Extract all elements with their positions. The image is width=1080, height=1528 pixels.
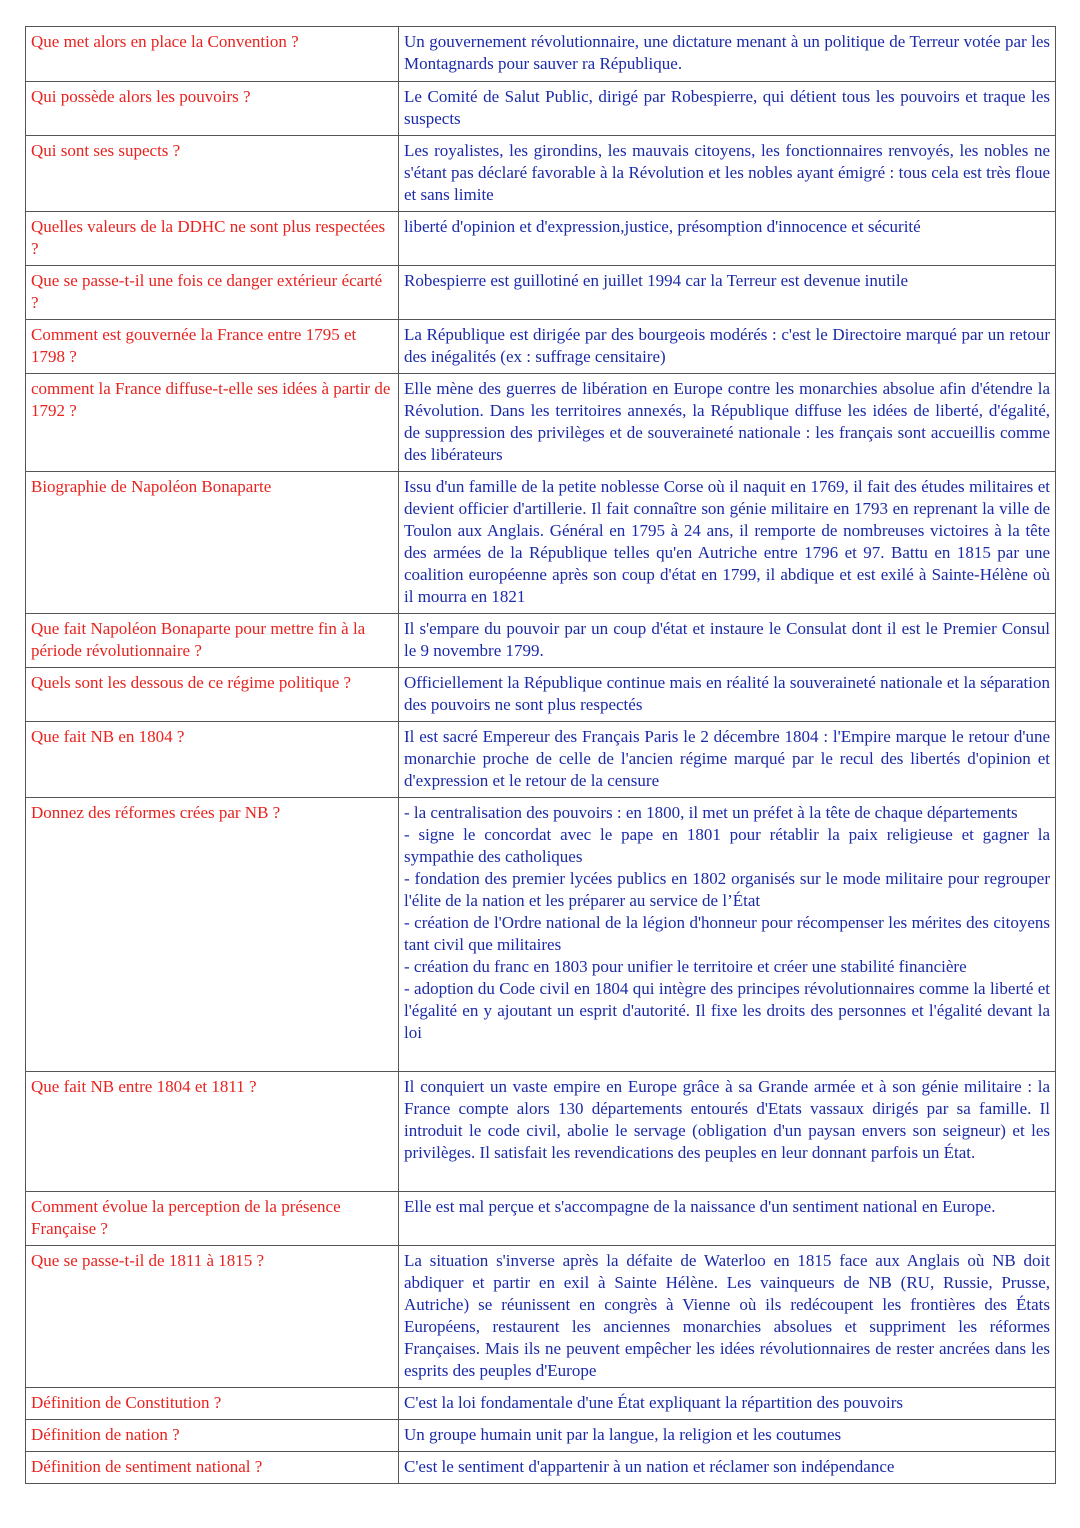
answer-line: Il s'empare du pouvoir par un coup d'état et instaure le Consulat dont il est le Premier Consul le 9 novembre 1799. (404, 619, 1050, 660)
table-row (26, 472, 1056, 614)
table-row (26, 82, 1056, 136)
table-row (26, 27, 1056, 82)
question-cell: Que se passe-t-il une fois ce danger extérieur écarté ? (26, 266, 399, 320)
question-cell: Définition de sentiment national ? (26, 1452, 399, 1484)
answer-line: - signe le concordat avec le pape en 1801 pour rétablir la paix religieuse et gagner la sympathie des catholiques (404, 825, 1050, 866)
question-cell: Qui possède alors les pouvoirs ? (26, 82, 399, 136)
answer-line: C'est la loi fondamentale d'une État expliquant la répartition des pouvoirs (404, 1393, 903, 1412)
question-cell: Définition de Constitution ? (26, 1388, 399, 1420)
qa-table (25, 26, 1056, 1484)
table-row (26, 1452, 1056, 1484)
table-row (26, 1388, 1056, 1420)
question-cell: Comment est gouvernée la France entre 1795 et 1798 ? (26, 320, 399, 374)
answer-cell (399, 374, 1056, 472)
table-row (26, 320, 1056, 374)
answer-cell (399, 1388, 1056, 1420)
answer-cell (399, 27, 1056, 82)
answer-line: - création du franc en 1803 pour unifier le territoire et créer une stabilité financière (404, 957, 967, 976)
answer-line: - adoption du Code civil en 1804 qui intègre des principes révolutionnaires comme la liberté et l'égalité en y ajoutant un esprit d'autorité. Il fixe les droits des personnes et l'égalité devant la loi (404, 979, 1050, 1042)
answer-line: C'est le sentiment d'appartenir à un nation et réclamer son indépendance (404, 1457, 895, 1476)
question-cell: Quelles valeurs de la DDHC ne sont plus respectées ? (26, 212, 399, 266)
question-cell: Définition de nation ? (26, 1420, 399, 1452)
table-row (26, 374, 1056, 472)
table-row (26, 668, 1056, 722)
answer-cell (399, 722, 1056, 798)
answer-line: La République est dirigée par des bourgeois modérés : c'est le Directoire marqué par un retour des inégalités (ex : suffrage censitaire) (404, 325, 1050, 366)
question-cell: Que fait NB en 1804 ? (26, 722, 399, 798)
table-row (26, 798, 1056, 1072)
answer-line: Issu d'un famille de la petite noblesse Corse où il naquit en 1769, il fait des études militaires et devient officier d'artillerie. Il fait connaître son génie militaire en 1793 en reprenant la ville de Toulon aux Anglais. Général en 1795 à 24 ans, il remporte de nombreuses victoires à la tête des armées de la République telles qu'en Autriche entre 1796 et 97. Battu en 1815 par une coalition européenne après son coup d'état en 1799, il abdique et est exilé à Sainte-Hélène où il mourra en 1821 (404, 477, 1050, 606)
table-row (26, 212, 1056, 266)
question-cell: Biographie de Napoléon Bonaparte (26, 472, 399, 614)
question-cell: Que met alors en place la Convention ? (26, 27, 399, 82)
answer-line: Il est sacré Empereur des Français Paris le 2 décembre 1804 : l'Empire marque le retour d'une monarchie proche de celle de l'ancien régime marqué par le recul des libertés d'opinion et d'expression et le retour de la censure (404, 727, 1050, 790)
question-cell: Que fait NB entre 1804 et 1811 ? (26, 1072, 399, 1192)
answer-cell (399, 1246, 1056, 1388)
answer-cell (399, 668, 1056, 722)
answer-cell (399, 136, 1056, 212)
table-row (26, 1072, 1056, 1192)
answer-cell (399, 1192, 1056, 1246)
answer-line: liberté d'opinion et d'expression,justice, présomption d'innocence et sécurité (404, 217, 921, 236)
question-cell: Qui sont ses supects ? (26, 136, 399, 212)
table-row (26, 1420, 1056, 1452)
answer-line: Il conquiert un vaste empire en Europe grâce à sa Grande armée et à son génie militaire : la France compte alors 130 départements entourés d'Etats vassaux dirigés par sa famille. Il introduit le code civil, abolie le servage (obligation d'un paysan envers son seigneur) et les privilèges. Il satisfait les revendications des peuples en leur donnant parfois un État. (404, 1077, 1050, 1162)
answer-line: Le Comité de Salut Public, dirigé par Robespierre, qui détient tous les pouvoirs et traque les suspects (404, 87, 1050, 128)
answer-cell (399, 1420, 1056, 1452)
answer-line: Un gouvernement révolutionnaire, une dictature menant à un politique de Terreur votée par les Montagnards pour sauver ra République. (404, 32, 1050, 73)
answer-cell (399, 212, 1056, 266)
answer-cell (399, 82, 1056, 136)
answer-cell (399, 472, 1056, 614)
question-cell: Comment évolue la perception de la présence Française ? (26, 1192, 399, 1246)
answer-line: Elle est mal perçue et s'accompagne de la naissance d'un sentiment national en Europe. (404, 1197, 996, 1216)
answer-line: Les royalistes, les girondins, les mauvais citoyens, les fonctionnaires renvoyés, les nobles ne s'étant pas déclaré favorable à la Révolution et les nobles ayant émigré : tous cela est très floue et sans limite (404, 141, 1050, 204)
answer-cell (399, 798, 1056, 1072)
answer-cell (399, 614, 1056, 668)
answer-line: Officiellement la République continue mais en réalité la souveraineté nationale et la séparation des pouvoirs ne sont plus respectés (404, 673, 1050, 714)
question-cell: Quels sont les dessous de ce régime politique ? (26, 668, 399, 722)
answer-cell (399, 266, 1056, 320)
question-cell: Que se passe-t-il de 1811 à 1815 ? (26, 1246, 399, 1388)
answer-cell (399, 1452, 1056, 1484)
question-cell: Donnez des réformes crées par NB ? (26, 798, 399, 1072)
answer-cell (399, 320, 1056, 374)
table-row (26, 136, 1056, 212)
table-row (26, 266, 1056, 320)
answer-line: Un groupe humain unit par la langue, la religion et les coutumes (404, 1425, 842, 1444)
table-row (26, 1192, 1056, 1246)
table-row (26, 1246, 1056, 1388)
table-row (26, 722, 1056, 798)
answer-line: La situation s'inverse après la défaite de Waterloo en 1815 face aux Anglais où NB doit abdiquer et partir en exil à Sainte Hélène. Les vainqueurs de NB (RU, Russie, Prusse, Autriche) se réunissent en congrès à Vienne où ils redécoupent les frontières des États Européens, restaurent les anciennes monarchies absolues et suppriment les réformes Françaises. Mais ils ne peuvent empêcher les idées révolutionnaires de rester ancrées dans les esprits des peuples d'Europe (404, 1251, 1050, 1380)
qa-table-body (26, 27, 1056, 1484)
answer-line: Robespierre est guillotiné en juillet 1994 car la Terreur est devenue inutile (404, 271, 909, 290)
answer-line: - fondation des premier lycées publics en 1802 organisés sur le mode militaire pour regrouper l'élite de la nation et les préparer au service de l’État (404, 869, 1050, 910)
answer-cell (399, 1072, 1056, 1192)
answer-line: - création de l'Ordre national de la légion d'honneur pour récompenser les mérites des citoyens tant civil que militaires (404, 913, 1050, 954)
answer-line: Elle mène des guerres de libération en Europe contre les monarchies absolue afin d'étendre la Révolution. Dans les territoires annexés, la République diffuse les idées de liberté, d'égalité, de suppression des privilèges et de souveraineté nationale : les français sont accueillis comme des libérateurs (404, 379, 1050, 464)
question-cell: Que fait Napoléon Bonaparte pour mettre fin à la période révolutionnaire ? (26, 614, 399, 668)
answer-line: - la centralisation des pouvoirs : en 1800, il met un préfet à la tête de chaque départements (404, 803, 1018, 822)
question-cell: comment la France diffuse-t-elle ses idées à partir de 1792 ? (26, 374, 399, 472)
table-row (26, 614, 1056, 668)
